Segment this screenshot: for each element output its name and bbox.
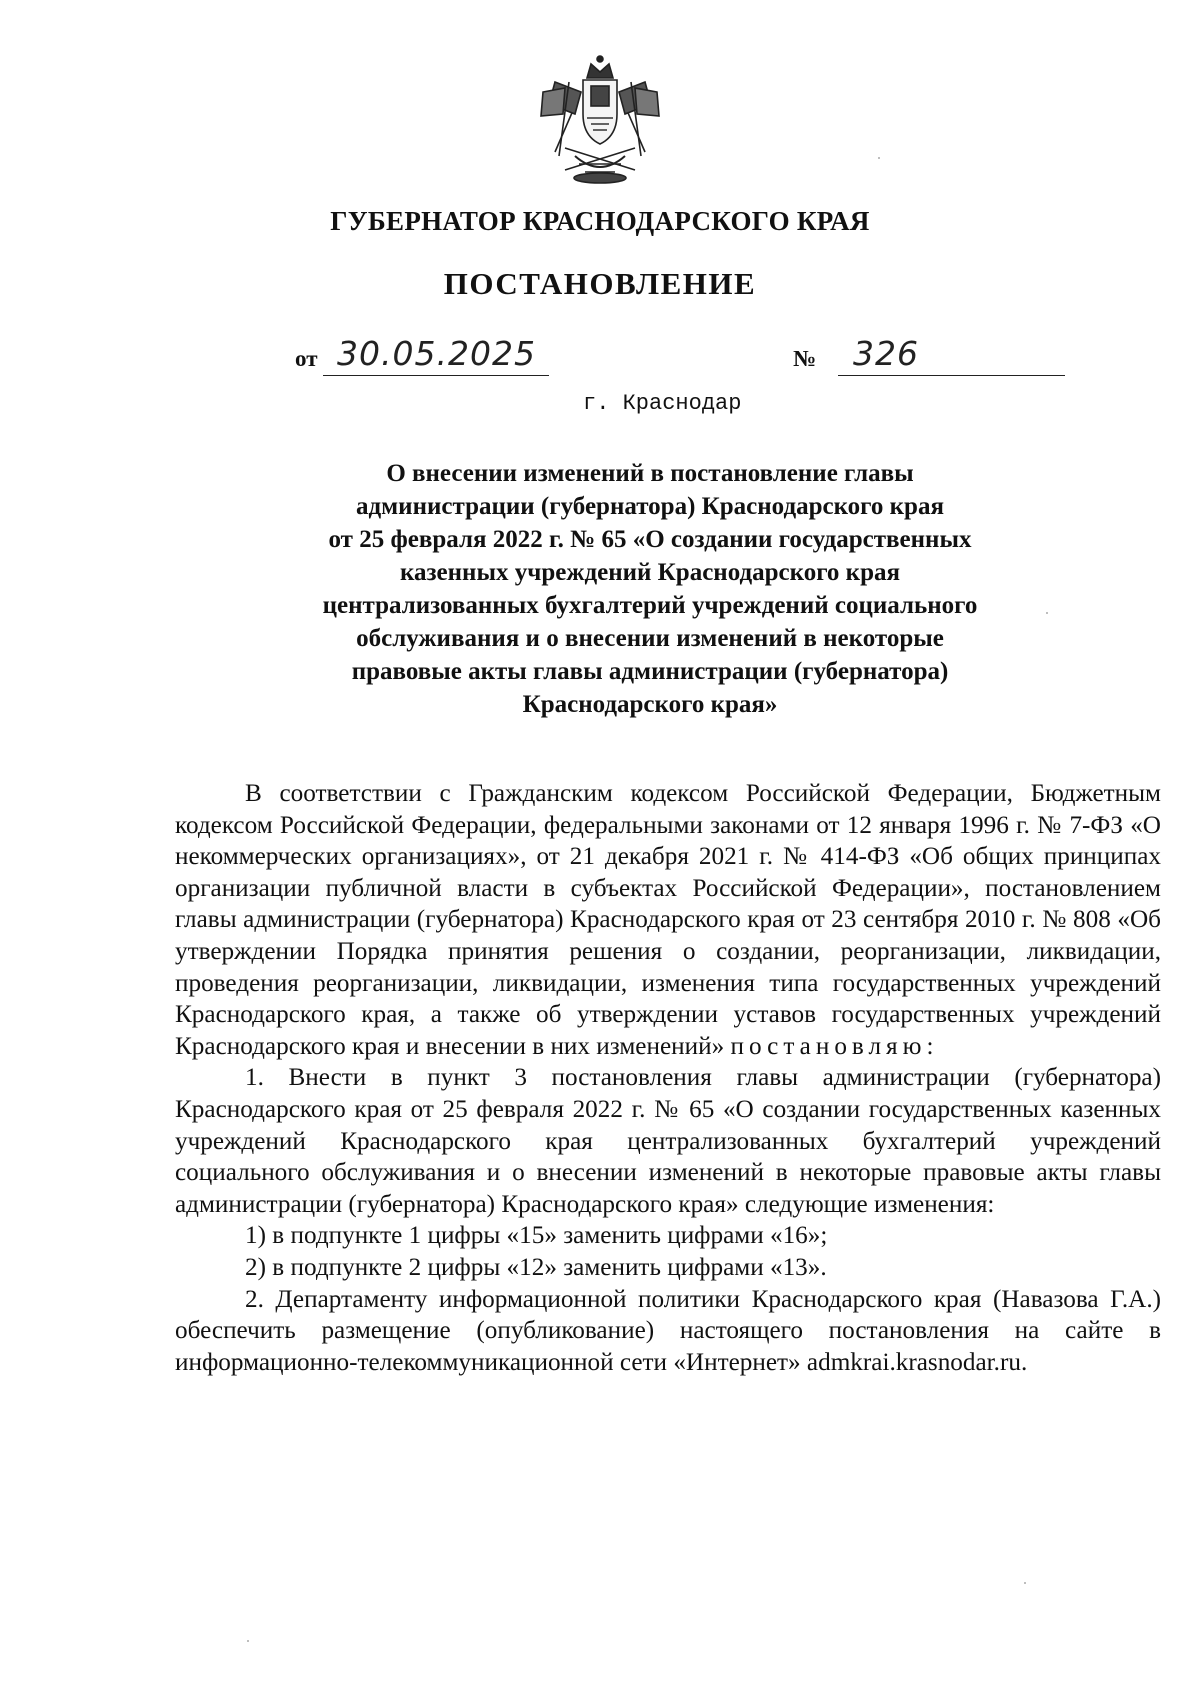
item-1-paragraph: 1. Внести в пункт 3 постановления главы администрации (губернатора) Краснодарского края от 25 февраля 2022 г. № 65 «О создании государственных казенных учреждений Краснодарского края централизованных бухгалтерий учреждений социального обслуживания и о внесении изменений в некоторые правовые акты главы администрации (губернатора) Краснодарского края» следующие изменения: (175, 1064, 1161, 1218)
scan-speck (1024, 1582, 1026, 1584)
subject-line: правовые акты главы администрации (губернатора) (351, 658, 949, 685)
date-underline (323, 375, 549, 376)
subject-line: от 25 февраля 2022 г. № 65 «О создании государственных (328, 526, 972, 553)
number-underline (838, 375, 1065, 376)
number-label: № (793, 346, 817, 371)
scan-speck (1046, 612, 1048, 614)
document-type-title: ПОСТАНОВЛЕНИЕ (443, 266, 757, 301)
document-body (175, 778, 1161, 1378)
subject-line: казенных учреждений Краснодарского края (399, 559, 901, 586)
subject-line: обслуживания и о внесении изменений в некоторые (356, 625, 944, 652)
item-1-subitem-2: 2) в подпункте 2 цифры «12» заменить цифрами «13». (245, 1253, 827, 1281)
handwritten-date: 30.05.2025 (337, 334, 536, 373)
subject-line: Краснодарского края» (522, 691, 778, 718)
city-line: г. Краснодар (583, 391, 742, 416)
preamble-paragraph (175, 778, 1161, 1062)
subject-line: централизованных бухгалтерий учреждений социального (322, 592, 978, 619)
handwritten-number: 326 (853, 334, 919, 373)
preamble-text: В соответствии с Гражданским кодексом Российской Федерации, Бюджетным кодексом Российской Федерации, федеральными законами от 12 января 1996 г. № 7-ФЗ «О некоммерческих организациях», от 21 декабря 2021 г. № 414-ФЗ «Об общих принципах организации публичной власти в субъектах Российской Федерации», постановлением главы администрации (губернатора) Краснодарского края от 23 сентября 2010 г. № 808 «Об утверждении Порядка принятия решения о создании, реорганизации, ликвидации, проведения реорганизации, ликвидации, изменения типа государственных учреждений Краснодарского края, а также об утверждении уставов государственных учреждений Краснодарского края и внесении в них изменений» (175, 780, 1161, 1060)
scan-speck (247, 1640, 249, 1642)
date-label: от (295, 346, 318, 371)
item-1-subitem-1: 1) в подпункте 1 цифры «15» заменить цифрами «16»; (245, 1222, 828, 1250)
subject-line: О внесении изменений в постановление главы (386, 460, 914, 487)
scan-speck (878, 157, 880, 159)
subject-line: администрации (губернатора) Краснодарского края (356, 493, 944, 520)
item-2-paragraph: 2. Департаменту информационной политики Краснодарского края (Навазова Г.А.) обеспечить размещение (опубликование) настоящего постановления на сайте в информационно-телекоммуникационной сети «Интернет» admkrai.krasnodar.ru. (175, 1285, 1161, 1376)
subject-title (250, 457, 1050, 721)
decree-word: постановляю: (730, 1032, 939, 1060)
coat-of-arms-emblem (535, 52, 665, 187)
issuer-heading: ГУБЕРНАТОР КРАСНОДАРСКОГО КРАЯ (330, 206, 870, 236)
date-number-row (295, 334, 1065, 384)
